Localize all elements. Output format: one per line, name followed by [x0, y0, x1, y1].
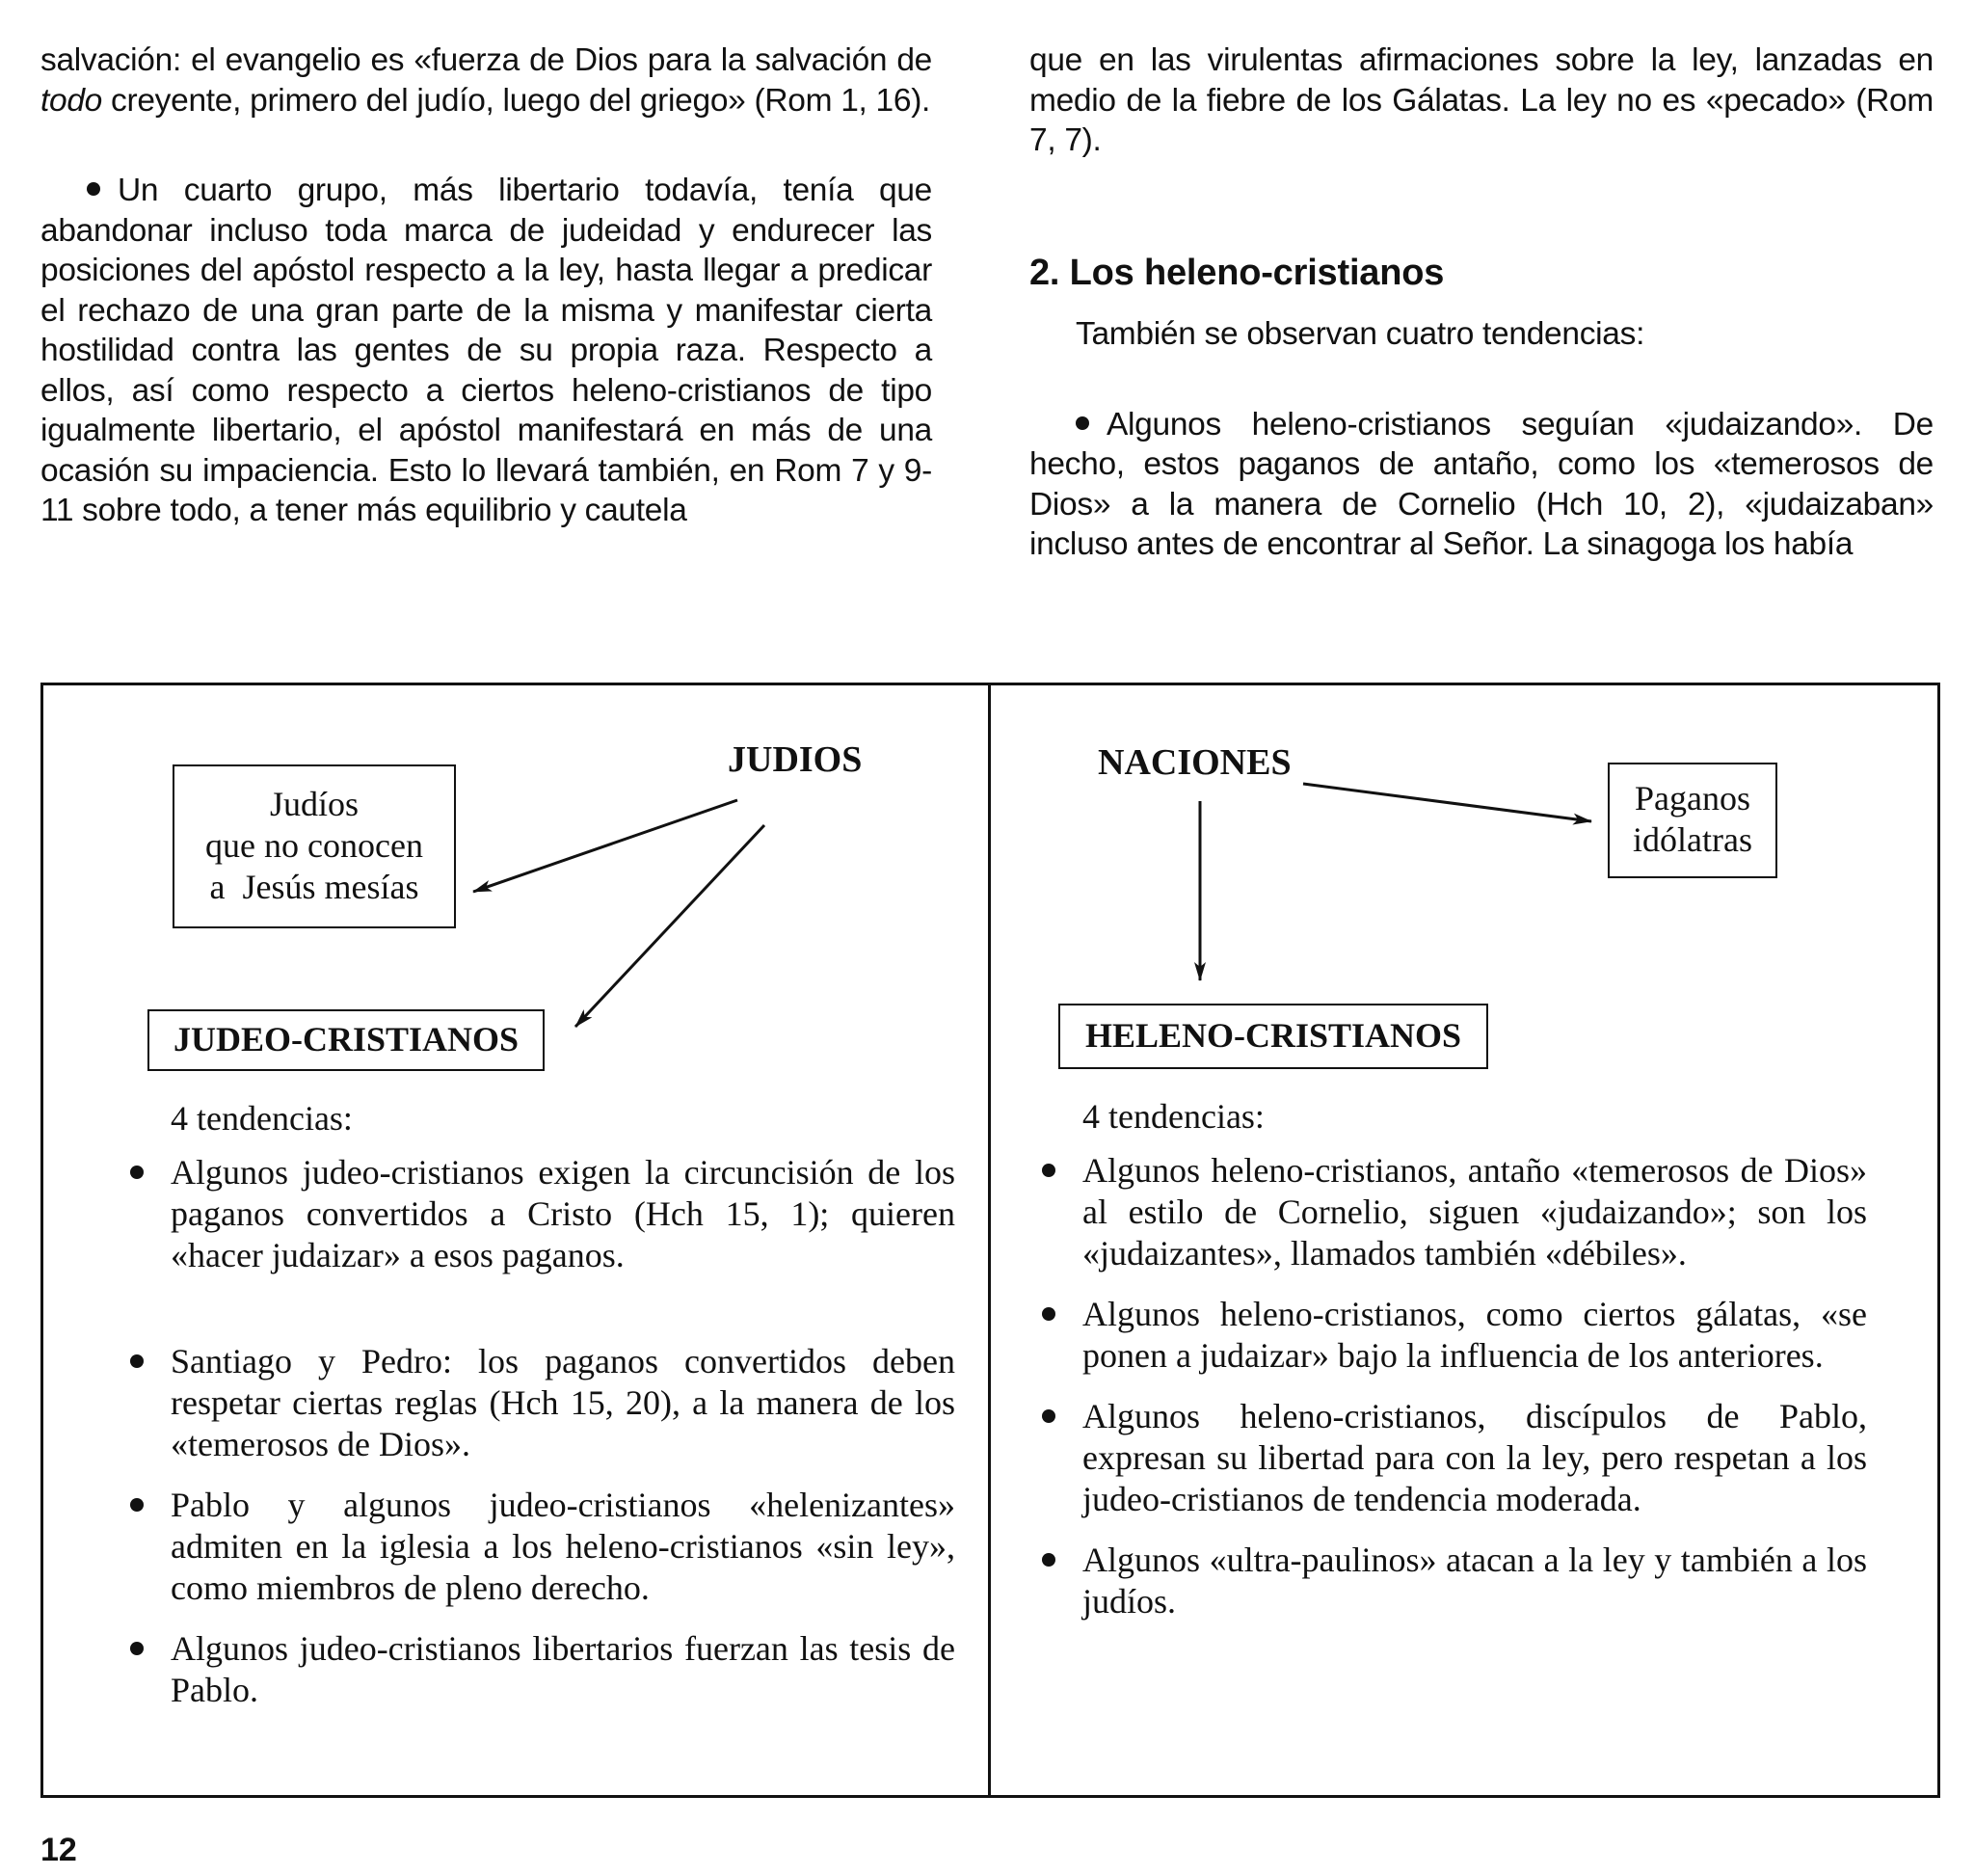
box-line: Paganos [1635, 779, 1750, 817]
diagram-frame [40, 683, 1940, 1798]
heleno-christians-box: HELENO-CRISTIANOS [1058, 1004, 1488, 1069]
bullet-icon [1042, 1409, 1055, 1423]
judeo-christian-tendencies-list [126, 1152, 955, 1711]
judeo-christians-box: JUDEO-CRISTIANOS [147, 1009, 545, 1071]
text-run: Algunos heleno-cristianos seguían «judaizando». De hecho, estos paganos de antaño, como los «temerosos de Dios» a la manera de Cornelio (Hch 10, 2), «judaizaban» incluso antes de encontrar al Señor. La sinagoga los había [1029, 406, 1934, 562]
bullet-icon [130, 1166, 144, 1179]
box-line: que no conocen [205, 826, 423, 865]
bullet-icon [87, 182, 100, 196]
pagan-idolaters-box [1608, 763, 1777, 878]
paragraph [40, 40, 932, 121]
bullet-icon [1042, 1553, 1055, 1567]
jews-label: JUDIOS [728, 739, 863, 780]
bullet-icon [130, 1354, 144, 1368]
list-item: Algunos «ultra-paulinos» atacan a la ley y también a los judíos. [1038, 1540, 1867, 1622]
jews-not-knowing-jesus-box [173, 764, 456, 928]
list-item: Algunos judeo-cristianos libertarios fuerzan las tesis de Pablo. [126, 1628, 955, 1711]
text-run: salvación: el evangelio es «fuerza de Dios para la salvación de [40, 42, 932, 78]
left-text-column [40, 40, 932, 531]
right-text-column [1029, 40, 1934, 565]
arrow-to-pagans-box [1303, 784, 1591, 821]
bullet-icon [130, 1498, 144, 1512]
list-item: Santiago y Pedro: los paganos convertidos deben respetar ciertas reglas (Hch 15, 20), a la manera de los «temerosos de Dios». [126, 1341, 955, 1465]
box-line: idólatras [1633, 820, 1752, 859]
bullet-icon [130, 1642, 144, 1655]
list-item: Algunos heleno-cristianos, como ciertos gálatas, «se ponen a judaizar» bajo la influencia de los anteriores. [1038, 1294, 1867, 1377]
box-line: Judíos [269, 785, 360, 823]
list-item: Algunos judeo-cristianos exigen la circuncisión de los paganos convertidos a Cristo (Hch 15, 1); quieren «hacer judaizar» a esos paganos. [126, 1152, 955, 1276]
bullet-icon [1076, 416, 1089, 430]
list-item: Algunos heleno-cristianos, antaño «temerosos de Dios» al estilo de Cornelio, siguen «judaizando»; son los «judaizantes», llamados también «débiles». [1038, 1150, 1867, 1274]
bullet-icon [1042, 1307, 1055, 1321]
arrow-to-judeo-christians [575, 825, 764, 1027]
list-item: Algunos heleno-cristianos, discípulos de Pablo, expresan su libertad para con la ley, pero respetan a los judeo-cristianos de tendencia moderada. [1038, 1396, 1867, 1520]
paragraph [40, 171, 932, 531]
arrow-to-jews-box [473, 800, 737, 892]
heleno-christian-tendencies-list [1038, 1150, 1867, 1622]
tendencies-label: 4 tendencias: [171, 1099, 353, 1138]
nations-label: NACIONES [1098, 742, 1292, 783]
list-item: Pablo y algunos judeo-cristianos «helenizantes» admiten en la iglesia a los heleno-cristianos «sin ley», como miembros de pleno derecho. [126, 1485, 955, 1609]
text-run: Un cuarto grupo, más libertario todavía, tenía que abandonar incluso toda marca de judeidad y endurecer las posiciones del apóstol respecto a la ley, hasta llegar a predicar el rechazo de una gran parte de la misma y manifestar cierta hostilidad contra las gentes de su propia raza. Respecto a ellos, así como respecto a ciertos heleno-cristianos de tipo igualmente libertario, el apóstol manifestará en más de una ocasión su impaciencia. Esto lo llevará también, en Rom 7 y 9-11 sobre todo, a tener más equilibrio y cautela [40, 173, 932, 528]
tendencies-label: 4 tendencias: [1082, 1097, 1265, 1136]
page-number: 12 [40, 1832, 77, 1868]
paragraph: También se observan cuatro tendencias: [1076, 316, 1645, 352]
box-line: a Jesús mesías [209, 868, 419, 906]
text-run: creyente, primero del judío, luego del griego» (Rom 1, 16). [102, 82, 931, 119]
bullet-icon [1042, 1164, 1055, 1177]
paragraph: que en las virulentas afirmaciones sobre la ley, lanzadas en medio de la fiebre de los Gálatas. La ley no es «pecado» (Rom 7, 7). [1029, 42, 1934, 158]
emphasis-text: todo [40, 82, 103, 119]
paragraph [1029, 405, 1934, 565]
section-heading: 2. Los heleno-cristianos [1029, 252, 1445, 293]
